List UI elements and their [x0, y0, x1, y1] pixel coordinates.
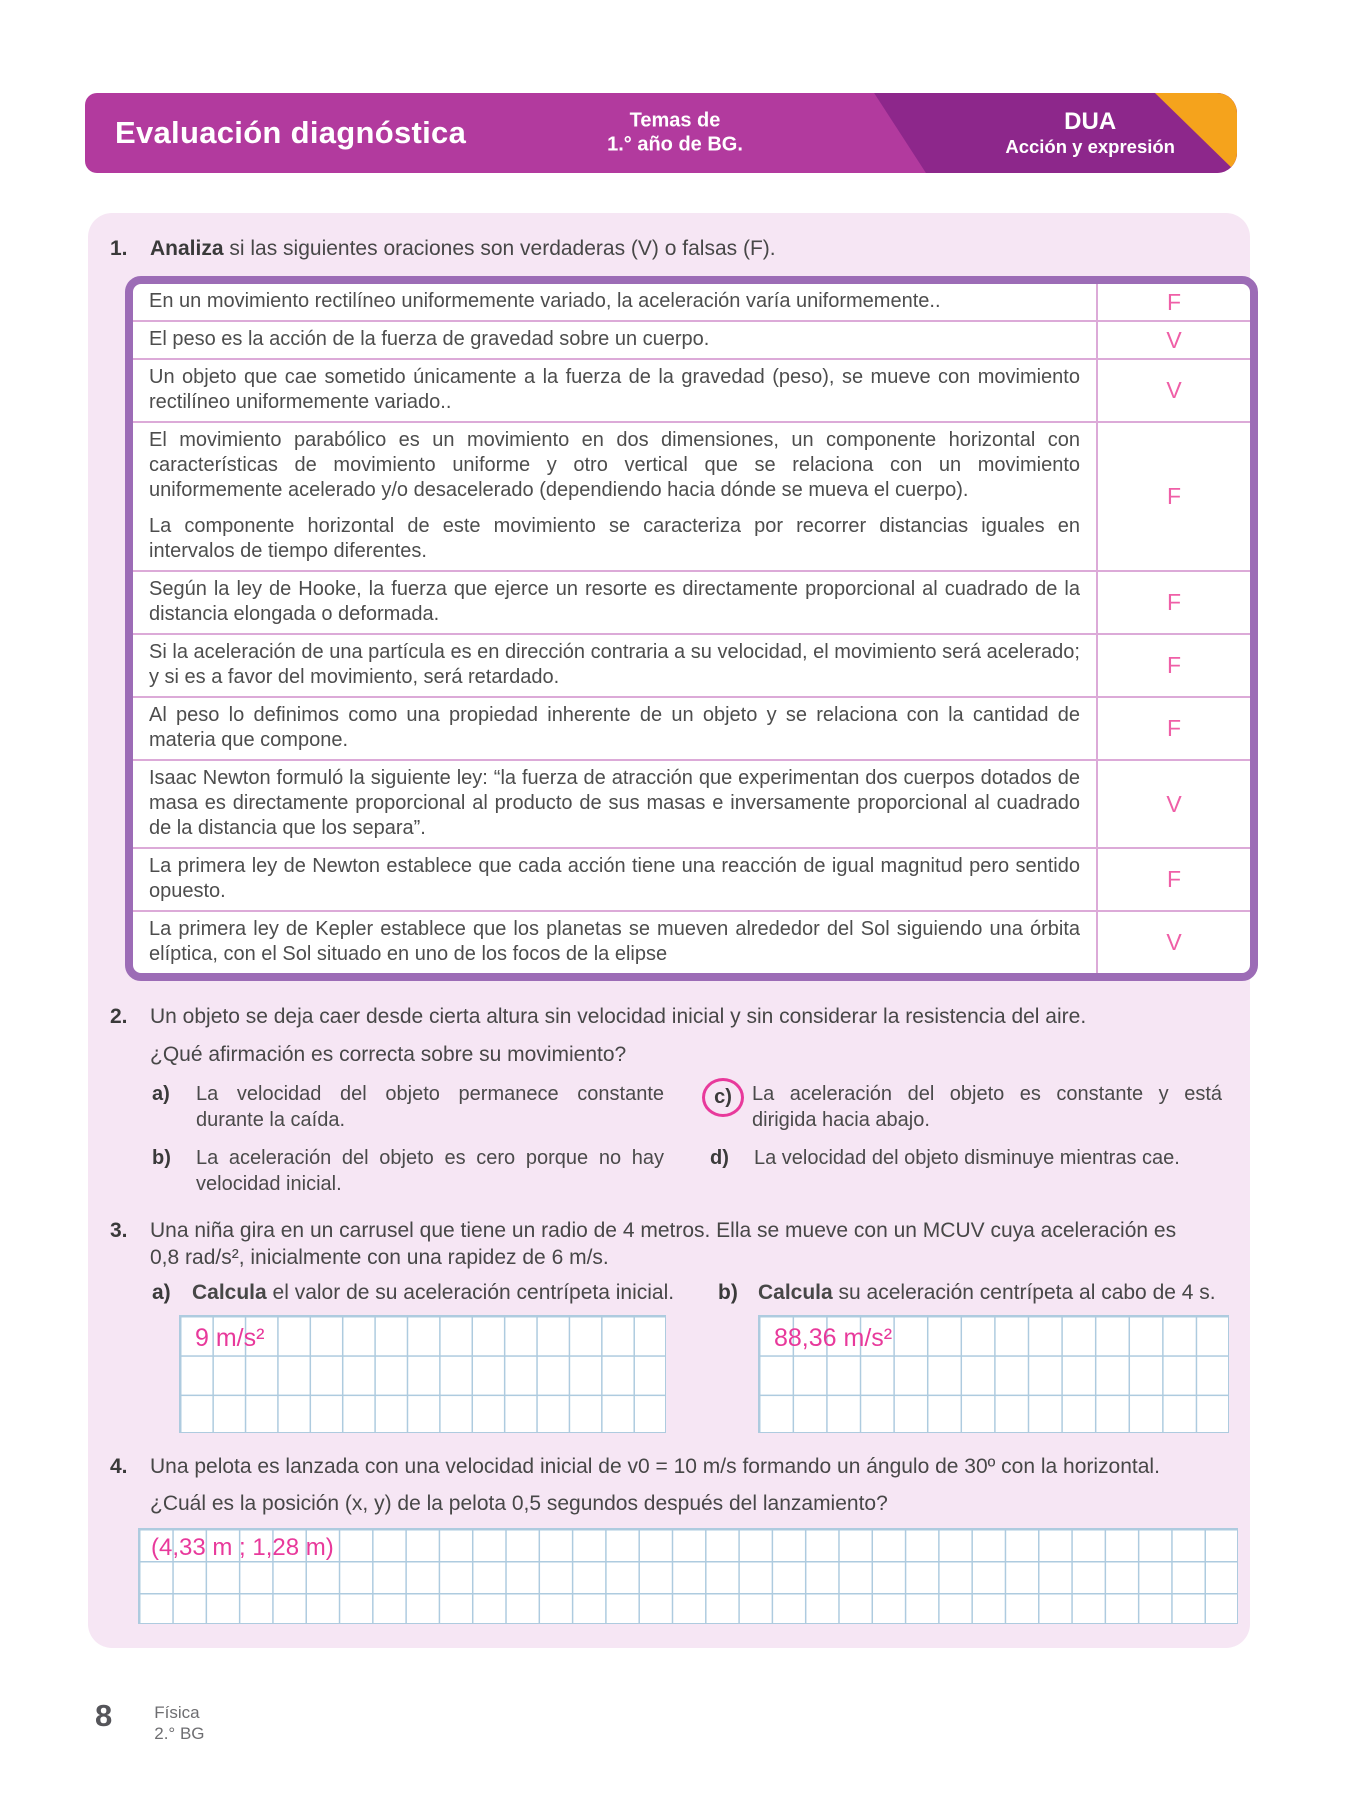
question-number: 4.	[110, 1455, 128, 1479]
question-2-prompt	[110, 1003, 1180, 1030]
table-row	[133, 696, 1250, 759]
option-label: d)	[710, 1146, 729, 1169]
question-4-subquestion: ¿Cuál es la posición (x, y) de la pelota 0,5 segundos después del lanzamiento?	[150, 1492, 888, 1516]
page-title: Evaluación diagnóstica	[115, 115, 467, 150]
answer-cell: F	[1166, 866, 1182, 893]
question-2-subquestion: ¿Qué afirmación es correcta sobre su movimiento?	[150, 1042, 627, 1066]
footer-grade: 2.° BG	[154, 1724, 205, 1744]
option-label-circled: c)	[702, 1078, 744, 1117]
statement-cell: Al peso lo definimos como una propiedad inherente de un objeto y se relaciona con la cantidad de materia que compone.	[133, 698, 1098, 759]
answer-cell: V	[1166, 326, 1182, 353]
question-text: Una niña gira en un carrusel que tiene un radio de 4 metros. Ella se mueve con un MCUV cuya aceleración es 0,8 rad/s², inicialmente con una rapidez de 6 m/s.	[150, 1218, 1177, 1269]
option-c-selected: c) La aceleración del objeto es constante y está dirigida hacia abajo.	[710, 1081, 1222, 1133]
statement-cell: La primera ley de Newton establece que cada acción tiene una reacción de igual magnitud pero sentido opuesto.	[133, 849, 1098, 910]
answer-cell: V	[1166, 790, 1182, 817]
page-footer	[95, 1698, 205, 1745]
dua-badge-subtitle: Acción y expresión	[1005, 135, 1175, 157]
dua-badge	[1005, 108, 1175, 158]
prompt-verb: Analiza	[150, 237, 224, 260]
answer-grid-3a	[179, 1315, 666, 1433]
option-label: b)	[152, 1146, 171, 1169]
page-number: 8	[95, 1698, 113, 1733]
header-banner	[85, 93, 1237, 173]
subquestion-label: a)	[152, 1281, 171, 1305]
multiple-choice-options	[152, 1081, 1222, 1197]
question-number: 2.	[110, 1005, 128, 1029]
question-number: 1.	[110, 237, 128, 260]
handwritten-answer-3b: 88,36 m/s²	[774, 1324, 893, 1353]
option-label: a)	[152, 1082, 170, 1105]
content-panel	[88, 213, 1250, 1648]
question-text: Analiza si las siguientes oraciones son verdaderas (V) o falsas (F).	[150, 237, 776, 260]
table-row	[133, 633, 1250, 696]
answer-cell: F	[1166, 652, 1182, 679]
subquestion-a: a) Calcula el valor de su aceleración centrípeta inicial.	[152, 1281, 675, 1305]
table-row	[133, 910, 1250, 973]
option-d: d) La velocidad del objeto disminuye mientras cae.	[710, 1145, 1222, 1197]
header-topics	[505, 109, 845, 158]
statement-cell: Según la ley de Hooke, la fuerza que ejerce un resorte es directamente proporcional al cuadrado de la distancia elongada o deformada.	[133, 572, 1098, 633]
statement-cell: El peso es la acción de la fuerza de gravedad sobre un cuerpo.	[133, 322, 1098, 358]
statement-cell: El movimiento parabólico es un movimiento en dos dimensiones, un componente horizontal con características de movimiento uniforme y otro vertical que se relaciona con un movimiento uniformemente acelerado y/o desacelerado (dependiendo hacia dónde se mueva el cuerpo). La componente horizontal de este movimiento se caracteriza por recorrer distancias iguales en intervalos de tiempo diferentes.	[133, 423, 1098, 570]
footer-subject: Física	[154, 1703, 200, 1722]
handwritten-answer-4: (4,33 m ; 1,28 m)	[151, 1534, 334, 1562]
question-number: 3.	[110, 1218, 128, 1242]
answer-cell: F	[1166, 589, 1182, 616]
topics-line-2: 1.° año de BG.	[607, 134, 743, 156]
table-row	[133, 570, 1250, 633]
footer-meta	[154, 1698, 204, 1745]
handwritten-answer-3a: 9 m/s²	[195, 1324, 265, 1353]
option-a: a) La velocidad del objeto permanece constante durante la caída.	[152, 1082, 664, 1131]
statement-cell: En un movimiento rectilíneo uniformemente variado, la aceleración varía uniformemente..	[133, 284, 1098, 320]
statement-cell: Un objeto que cae sometido únicamente a la fuerza de la gravedad (peso), se mueve con movimiento rectilíneo uniformemente variado..	[133, 360, 1098, 421]
statement-cell: La primera ley de Kepler establece que los planetas se mueven alrededor del Sol siguiendo una órbita elíptica, con el Sol situado en uno de los focos de la elipse	[133, 912, 1098, 973]
question-1-prompt	[110, 235, 1180, 262]
option-b: b) La aceleración del objeto es cero porque no hay velocidad inicial.	[152, 1146, 664, 1195]
table-row	[133, 421, 1250, 570]
subquestion-label: b)	[718, 1281, 738, 1305]
table-row	[133, 320, 1250, 358]
question-3-subprompts	[152, 1281, 1250, 1305]
table-row	[133, 284, 1250, 320]
question-4-prompt	[110, 1453, 1180, 1480]
answer-cell: F	[1166, 483, 1182, 510]
subquestion-b: b) Calcula su aceleración centrípeta al cabo de 4 s.	[718, 1281, 1216, 1305]
question-3-answer-grids	[179, 1315, 1250, 1433]
table-row	[133, 847, 1250, 910]
statement-cell: Isaac Newton formuló la siguiente ley: “la fuerza de atracción que experimentan dos cuerpos dotados de masa es directamente proporcional al producto de sus masas e inversamente proporcional al cuadrado de la distancia que los separa”.	[133, 761, 1098, 847]
question-text: Una pelota es lanzada con una velocidad inicial de v0 = 10 m/s formando un ángulo de 30º con la horizontal.	[150, 1455, 1160, 1479]
table-row	[133, 759, 1250, 847]
answer-grid-4	[138, 1528, 1238, 1624]
question-text: Un objeto se deja caer desde cierta altura sin velocidad inicial y sin considerar la resistencia del aire.	[150, 1005, 1087, 1029]
answer-cell: V	[1166, 377, 1182, 404]
true-false-table	[125, 276, 1258, 981]
answer-cell: F	[1166, 288, 1182, 315]
answer-grid-3b	[758, 1315, 1229, 1433]
question-3-prompt	[110, 1217, 1180, 1272]
statement-cell: Si la aceleración de una partícula es en dirección contraria a su velocidad, el movimiento será acelerado; y si es a favor del movimiento, será retardado.	[133, 635, 1098, 696]
answer-cell: F	[1166, 715, 1182, 742]
topics-line-1: Temas de	[629, 109, 721, 132]
dua-badge-title: DUA	[1064, 108, 1117, 136]
table-row	[133, 358, 1250, 421]
answer-cell: V	[1166, 929, 1182, 956]
